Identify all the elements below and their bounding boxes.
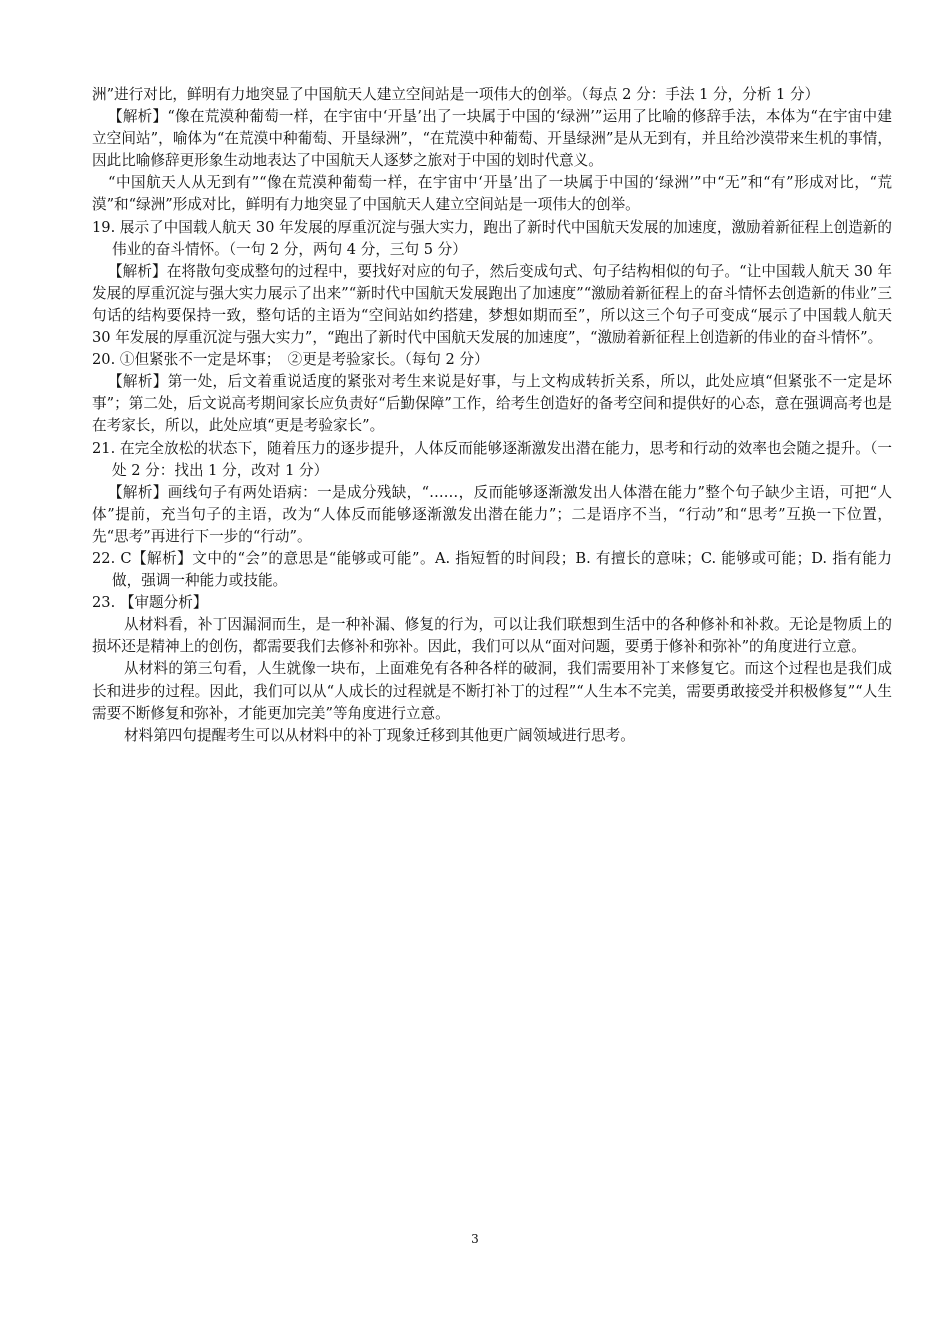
page-number: 3 bbox=[471, 1232, 479, 1246]
paragraph-18-answer-end: 洲”进行对比，鲜明有力地突显了中国航天人建立空间站是一项伟大的创举。（每点 2 分：手法 1 分，分析 1 分） bbox=[92, 86, 820, 103]
answer-content bbox=[92, 84, 892, 747]
paragraph-18-contrast: “中国航天人从无到有”“像在荒漠种葡萄一样，在宇宙中‘开垦’出了一块属于中国的‘绿洲’”中“无”和“有”形成对比，“荒漠”和“绿洲”形成对比，鲜明有力地突显了中国航天人建立空间站是一项伟大的创举。 bbox=[92, 174, 892, 214]
question-23-analysis-1: 从材料看，补丁因漏洞而生，是一种补漏、修复的行为，可以让我们联想到生活中的各种修补和补救。无论是物质上的损坏还是精神上的创伤，都需要我们去修补和弥补。因此，我们可以从“面对问题，要勇于修补和弥补”的角度进行立意。 bbox=[92, 616, 892, 656]
question-22-answer: 22. C【解析】文中的“会”的意思是“能够或可能”。A. 指短暂的时间段；B. 有擅长的意味；C. 能够或可能；D. 指有能力做，强调一种能力或技能。 bbox=[92, 549, 892, 590]
question-19-analysis: 【解析】在将散句变成整句的过程中，要找好对应的句子，然后变成句式、句子结构相似的句子。“让中国载人航天 30 年发展的厚重沉淀与强大实力展示了出来”“新时代中国航天发展跑出了加速度”“激励着新征程上的奋斗情怀去创造新的伟业”三句话的结构要保持一致，整句话的主语为“空间站如约搭建，梦想如期而至”，所以这三个句子可变成“展示了中国载人航天 30 年发展的厚重沉淀与强大实力”，“跑出了新时代中国航天发展的加速度”，“激励着新征程上创造新的伟业的奋斗情怀”。 bbox=[92, 262, 892, 347]
question-23-analysis-3: 材料第四句提醒考生可以从材料中的补丁现象迁移到其他更广阔领域进行思考。 bbox=[124, 726, 635, 744]
question-21-answer: 21. 在完全放松的状态下，随着压力的逐步提升，人体反而能够逐渐激发出潜在能力，思考和行动的效率也会随之提升。（一处 2 分：找出 1 分，改对 1 分） bbox=[92, 439, 892, 479]
question-20-analysis: 【解析】第一处，后文着重说适度的紧张对考生来说是好事，与上文构成转折关系，所以，此处应填“但紧张不一定是坏事”；第二处，后文说高考期间家长应负责好“后勤保障”工作，给考生创造好的备考空间和提供好的心态，意在强调高考也是在考家长，所以，此处应填“更是考验家长”。 bbox=[92, 373, 892, 435]
question-23-analysis-2: 从材料的第三句看，人生就像一块布，上面难免有各种各样的破洞，我们需要用补丁来修复它。而这个过程也是我们成长和进步的过程。因此，我们可以从“人成长的过程就是不断打补丁的过程”“人生本不完美，需要勇敢接受并积极修复”“人生需要不断修复和弥补，才能更加完美”等角度进行立意。 bbox=[92, 660, 892, 722]
question-20-answer: 20. ①但紧张不一定是坏事； ②更是考验家长。（每句 2 分） bbox=[92, 351, 489, 369]
paragraph-18-analysis: 【解析】“像在荒漠种葡萄一样，在宇宙中‘开垦’出了一块属于中国的‘绿洲’”运用了比喻的修辞手法，本体为“在宇宙中建立空间站”，喻体为“在荒漠中种葡萄、开垦绿洲”，“在荒漠中种葡萄、开垦绿洲”是从无到有，并且给沙漠带来生机的事情，因此比喻修辞更形象生动地表达了中国航天人逐梦之旅对于中国的划时代意义。 bbox=[92, 108, 892, 170]
question-23-heading: 23. 【审题分析】 bbox=[92, 594, 208, 612]
question-19-answer: 19. 展示了中国载人航天 30 年发展的厚重沉淀与强大实力，跑出了新时代中国航天发展的加速度，激励着新征程上创造新的伟业的奋斗情怀。（一句 2 分，两句 4 分，三句 5 分） bbox=[92, 218, 892, 258]
question-21-analysis: 【解析】画线句子有两处语病：一是成分残缺，“……，反而能够逐渐激发出人体潜在能力”整个句子缺少主语，可把“人体”提前，充当句子的主语，改为“人体反而能够逐渐激发出潜在能力”；二是语序不当，“行动”和“思考”互换一下位置，先“思考”再进行下一步的“行动”。 bbox=[92, 483, 892, 545]
